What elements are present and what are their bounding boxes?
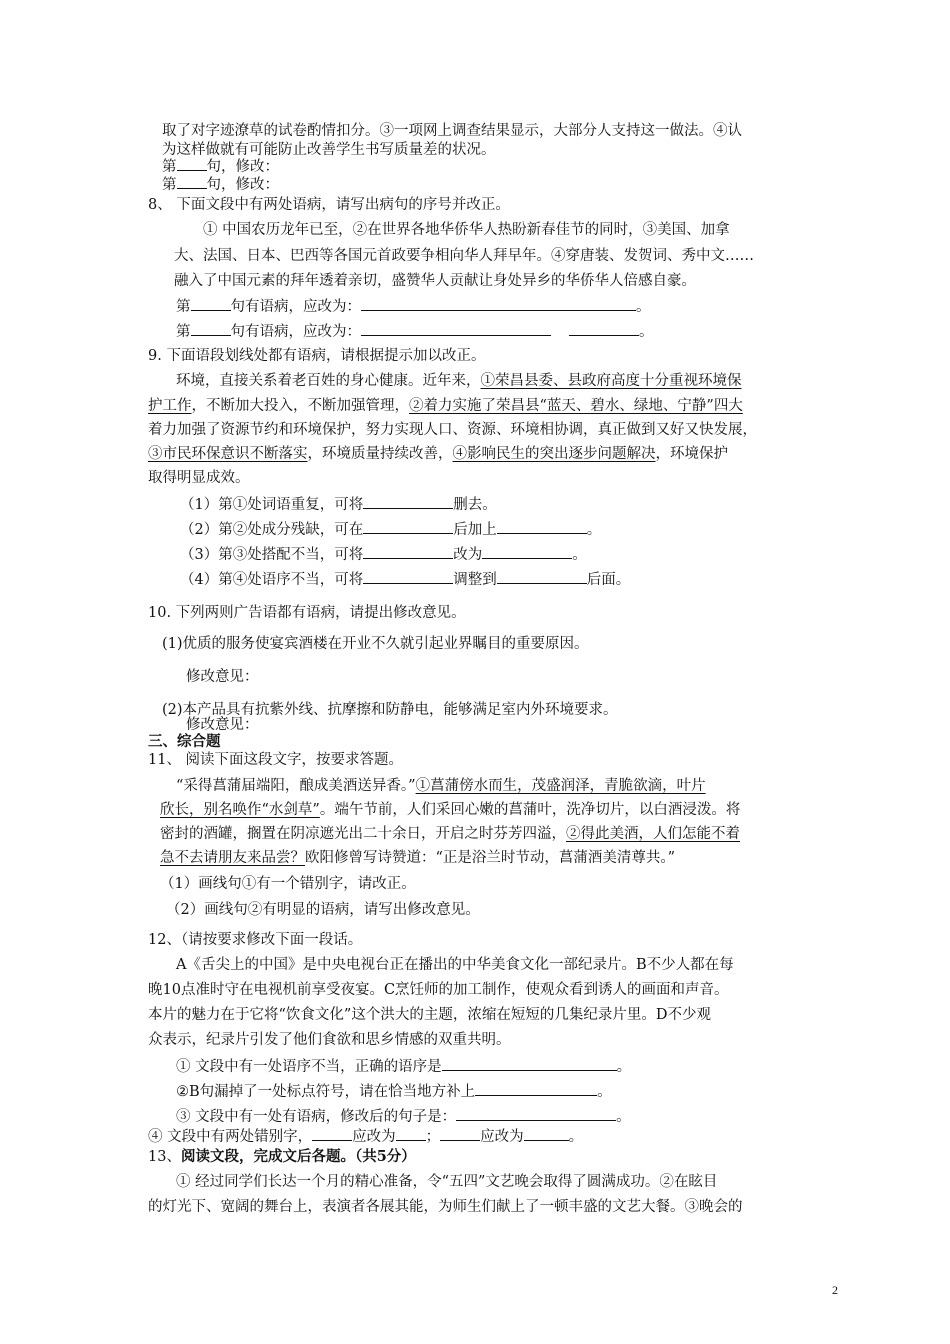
q8-stem: 8、 下面文段中有两处语病，请写出病句的序号并改正。 xyxy=(148,197,510,213)
answer-blank[interactable] xyxy=(361,296,636,311)
answer-blank[interactable] xyxy=(191,296,231,311)
q10-advice-1: 修改意见： xyxy=(186,669,259,685)
q13-stem: 13、阅读文段，完成文后各题。（共5分） xyxy=(148,1148,416,1165)
q10-advice-2: 修改意见： xyxy=(186,717,259,733)
underlined-sentence-3: ③市民环保意识不断落实 xyxy=(148,446,308,462)
answer-blank[interactable] xyxy=(497,519,587,534)
q9-line-1: 环境，直接关系着老百姓的身心健康。近年来，①荣昌县委、县政府高度十分重视环境保 xyxy=(176,373,742,389)
underlined-sentence-1: ①荣昌县委、县政府高度十分重视环境保 xyxy=(480,373,742,389)
q8-answer-1: 第 句有语病，应改为： 。 xyxy=(176,296,651,317)
q12-sub-2: ②B句漏掉了一处标点符号，请在恰当地方补上 。 xyxy=(176,1081,612,1102)
q11-sub-2: （2）画线句②有明显的语病，请写出修改意见。 xyxy=(166,902,480,918)
underlined-sentence-2: ②着力实施了荣昌县“蓝天、碧水、绿地、宁静”四大 xyxy=(409,398,743,414)
q9-line-2: 护工作，不断加大投入，不断加强管理，②着力实施了荣昌县“蓝天、碧水、绿地、宁静”四大 xyxy=(148,398,743,414)
q11-line-1: “采得菖蒲届端阳，酿成美酒送异香。”①菖蒲傍水而生，茂盛润泽，青脆欲滴，叶片 xyxy=(176,778,706,794)
q9-line-3: 着力加强了资源节约和环境保护，努力实现人口、资源、环境相协调，真正做到又好又快发展， xyxy=(148,422,757,438)
q9-stem: 9. 下面语段划线处都有语病，请根据提示加以改正。 xyxy=(148,348,486,364)
q12-line-4: 众表示，纪录片引发了他们食欲和思乡情感的双重共明。 xyxy=(148,1032,511,1048)
top-line-2: 为这样做就有可能防止改善学生书写质量差的状况。 xyxy=(162,142,496,158)
q12-stem: 12、（请按要求修改下面一段话。 xyxy=(148,932,363,948)
fill-prefix: 第 xyxy=(162,177,177,193)
q9-sub-1: （1）第①处词语重复，可将 删去。 xyxy=(180,494,497,515)
top-fill-2 xyxy=(162,174,279,195)
q8-answer-2: 第 句有语病，应改为： 。 xyxy=(176,321,654,342)
answer-blank[interactable] xyxy=(363,494,453,509)
answer-blank[interactable] xyxy=(363,519,453,534)
answer-blank[interactable] xyxy=(177,156,207,171)
answer-blank[interactable] xyxy=(312,1126,352,1141)
fill-suffix: 句，修改： xyxy=(206,177,279,193)
fill-suffix: 句，修改： xyxy=(206,159,279,175)
q9-sub-4: （4）第④处语序不当，可将 调整到 后面。 xyxy=(180,569,630,590)
answer-blank[interactable] xyxy=(440,1126,480,1141)
q9-sub-3: （3）第③处搭配不当，可将 改为 。 xyxy=(180,544,587,565)
underlined-sentence-4: ④影响民生的突出逐步问题解决 xyxy=(452,446,656,462)
q12-line-1: A《舌尖上的中国》是中央电视台正在播出的中华美食文化一部纪录片。B不少人都在每 xyxy=(176,957,734,973)
q12-sub-4: ④ 文段中有两处错别字， 应改为 ； 应改为 。 xyxy=(148,1126,583,1147)
q12-sub-1: ① 文段中有一处语序不当，正确的语序是 。 xyxy=(176,1056,631,1077)
q12-line-3: 本片的魅力在于它将“饮食文化”这个洪大的主题，浓缩在短短的几集纪录片里。D不少观 xyxy=(148,1007,711,1023)
answer-blank[interactable] xyxy=(361,321,551,336)
answer-blank[interactable] xyxy=(396,1126,426,1141)
q8-passage-1: ① 中国农历龙年已至，②在世界各地华侨华人热盼新春佳节的同时，③美国、加拿 xyxy=(203,222,730,238)
q9-sub-2: （2）第②处成分残缺，可在 后加上 。 xyxy=(180,519,601,540)
answer-blank[interactable] xyxy=(191,321,231,336)
q13-line-1: ① 经过同学们长达一个月的精心准备，令“五四”文艺晚会取得了圆满成功。②在眩目 xyxy=(176,1174,718,1190)
answer-blank[interactable] xyxy=(177,174,207,189)
answer-blank[interactable] xyxy=(363,544,453,559)
q10-stem: 10. 下列两则广告语都有语病，请提出修改意见。 xyxy=(148,605,466,621)
q10-ad-2: (2)本产品具有抗紫外线、抗摩擦和防静电，能够满足室内外环境要求。 xyxy=(162,702,618,718)
q12-sub-3: ③ 文段中有一处有语病，修改后的句子是： 。 xyxy=(176,1106,631,1127)
answer-blank[interactable] xyxy=(569,321,639,336)
answer-blank[interactable] xyxy=(482,544,572,559)
section-3-title: 三、综合题 xyxy=(148,733,221,750)
answer-blank[interactable] xyxy=(442,1056,617,1071)
answer-blank[interactable] xyxy=(363,569,453,584)
top-line-1: 取了对字迹潦草的试卷酌情扣分。③一项网上调查结果显示，大部分人支持这一做法。④认 xyxy=(162,123,742,139)
fill-prefix: 第 xyxy=(162,159,177,175)
q9-line-5: 取得明显成效。 xyxy=(148,470,250,486)
q10-ad-1: (1)优质的服务使宴宾酒楼在开业不久就引起业界瞩目的重要原因。 xyxy=(162,636,589,652)
q13-line-2: 的灯光下、宽阔的舞台上，表演者各展其能，为师生们献上了一顿丰盛的文艺大餐。③晚会的 xyxy=(148,1199,743,1215)
q9-line-4: ③市民环保意识不断落实，环境质量持续改善，④影响民生的突出逐步问题解决，环境保护 xyxy=(148,446,728,462)
page-number: 2 xyxy=(832,1283,838,1297)
q11-line-4: 急不去请朋友来品尝？欧阳修曾写诗赞道：“正是浴兰时节动，菖蒲酒美清尊共。” xyxy=(160,850,676,866)
q8-passage-2: 大、法国、日本、巴西等各国元首政要争相向华人拜早年。④穿唐装、发贺词、秀中文…… xyxy=(174,248,754,264)
answer-blank[interactable] xyxy=(497,569,587,584)
q11-stem: 11、 阅读下面这段文字，按要求答题。 xyxy=(148,752,404,768)
q12-line-2: 晚10点准时守在电视机前享受夜宴。C烹饪师的加工制作，使观众看到诱人的画面和声音。 xyxy=(148,982,729,998)
q8-passage-3: 融入了中国元素的拜年透着亲切，盛赞华人贡献让身处异乡的华侨华人倍感自豪。 xyxy=(174,273,696,289)
answer-blank[interactable] xyxy=(524,1126,569,1141)
answer-blank[interactable] xyxy=(475,1081,597,1096)
underlined-sentence-1: ①菖蒲傍水而生，茂盛润泽，青脆欲滴，叶片 xyxy=(415,778,706,794)
q11-line-3: 密封的酒罐，搁置在阴凉遮光出二十余日，开启之时芬芳四溢，②得此美酒，人们怎能不着 xyxy=(160,826,740,842)
q11-line-2: 欣长，别名唤作“水剑草”。端午节前，人们采回心嫩的菖蒲叶，洗净切片，以白酒浸泼。将 xyxy=(160,802,741,818)
underlined-sentence-2: ②得此美酒，人们怎能不着 xyxy=(566,826,740,842)
q11-sub-1: （1）画线句①有一个错别字，请改正。 xyxy=(160,876,416,892)
answer-blank[interactable] xyxy=(456,1106,616,1121)
